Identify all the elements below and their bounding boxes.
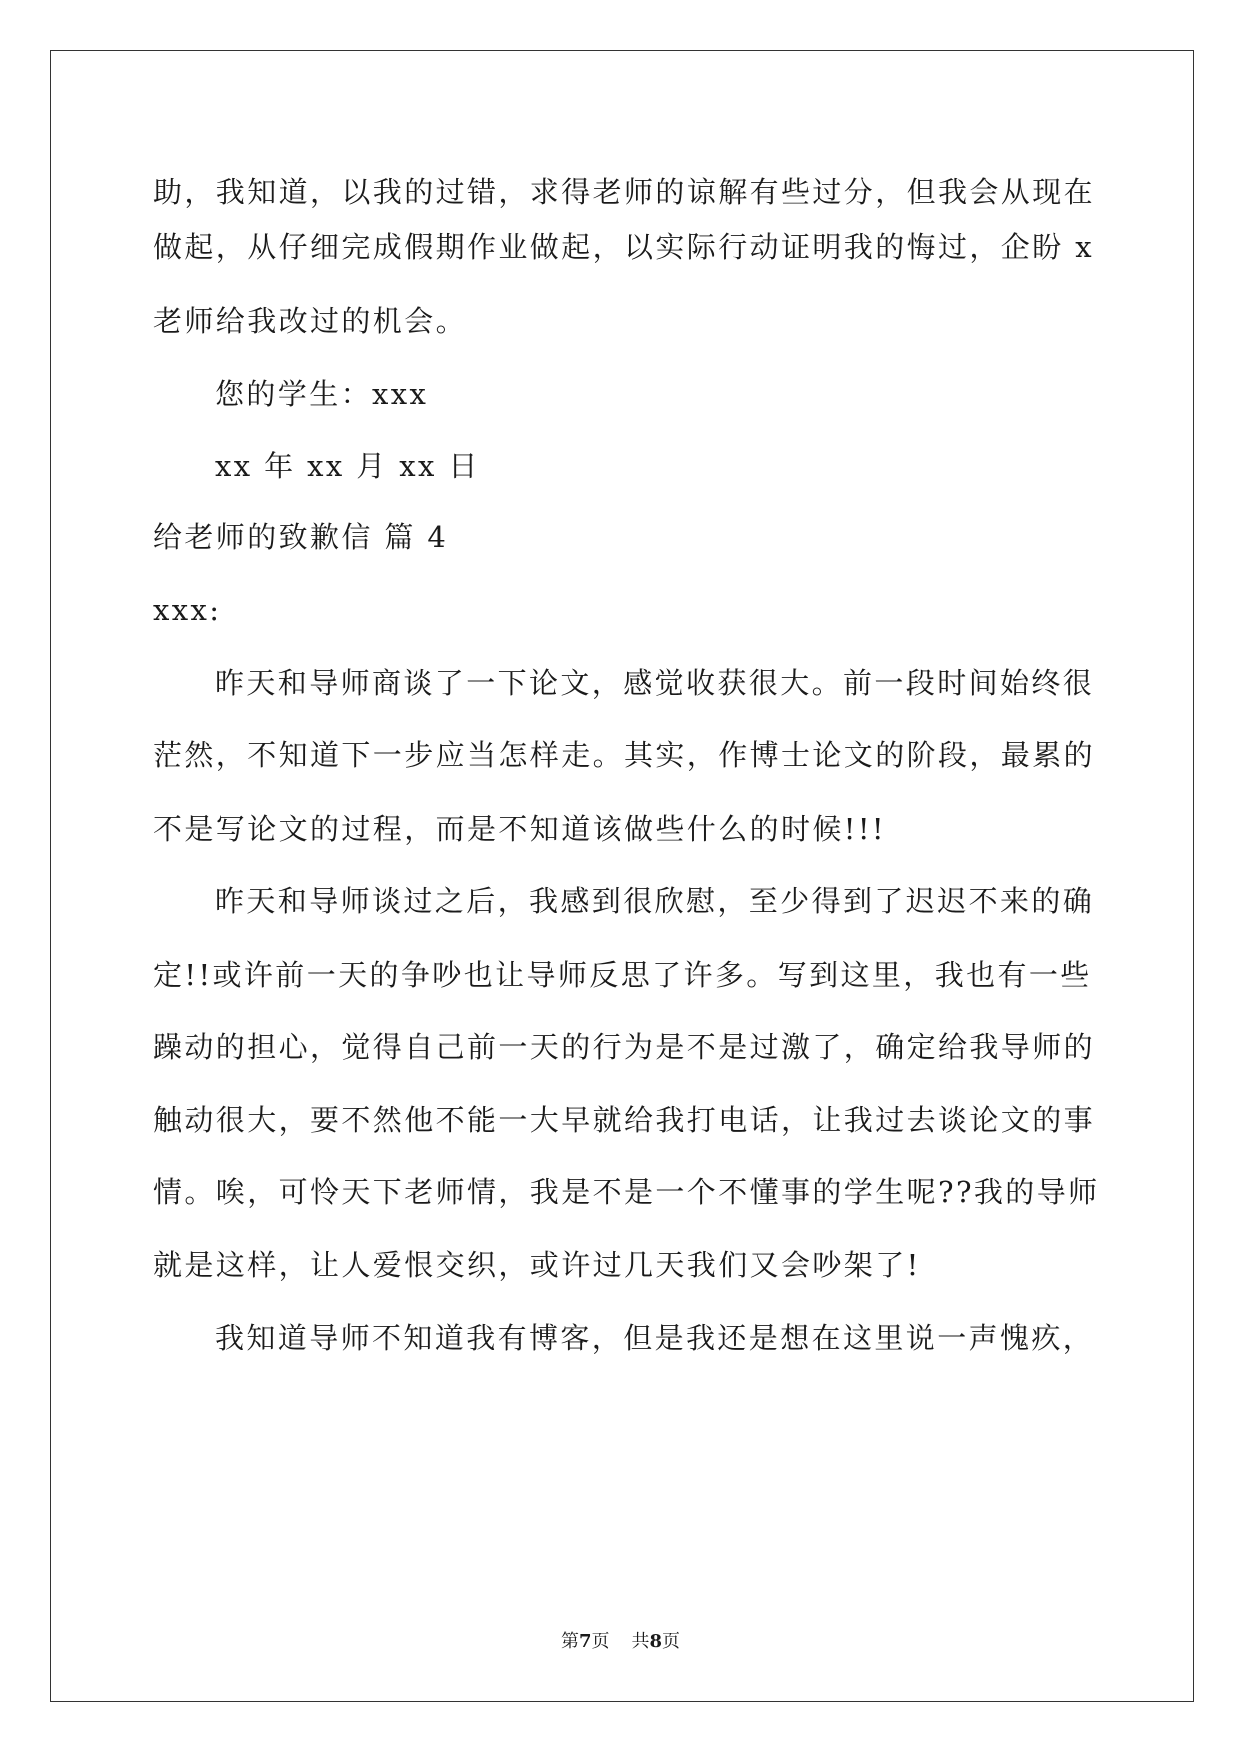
page-prefix: 第 xyxy=(560,1631,579,1652)
text-line: 躁动的担心，觉得自己前一天的行为是不是过激了，确定给我导师的 xyxy=(153,1030,1096,1064)
text-line: 老师给我改过的机会。 xyxy=(153,304,468,338)
text-line: 不是写论文的过程，而是不知道该做些什么的时候!!! xyxy=(153,812,886,846)
total-prefix: 共 xyxy=(631,1631,650,1652)
page-total: 8 xyxy=(649,1631,663,1652)
text-line: 情。唉，可怜天下老师情，我是不是一个不懂事的学生呢??我的导师 xyxy=(153,1175,1100,1209)
signature-line: 您的学生：xxx xyxy=(215,377,429,411)
page-border xyxy=(50,50,1194,1702)
text-line: 触动很大，要不然他不能一大早就给我打电话，让我过去谈论文的事 xyxy=(153,1103,1096,1137)
text-line: 我知道导师不知道我有博客，但是我还是想在这里说一声愧疚， xyxy=(215,1321,1095,1355)
section-heading: 给老师的致歉信 篇 4 xyxy=(153,520,449,554)
total-unit: 页 xyxy=(662,1631,681,1652)
salutation: xxx: xyxy=(153,593,222,627)
page-unit: 页 xyxy=(591,1631,610,1652)
text-line: 助，我知道，以我的过错，求得老师的谅解有些过分，但我会从现在 xyxy=(153,175,1096,209)
page-footer xyxy=(0,1630,1241,1654)
date-line: xx 年 xx 月 xx 日 xyxy=(215,449,480,483)
text-line: 昨天和导师谈过之后，我感到很欣慰，至少得到了迟迟不来的确 xyxy=(215,884,1095,918)
text-line: 昨天和导师商谈了一下论文，感觉收获很大。前一段时间始终很 xyxy=(215,666,1095,700)
page-current: 7 xyxy=(578,1631,592,1652)
text-line: 茫然，不知道下一步应当怎样走。其实，作博士论文的阶段，最累的 xyxy=(153,738,1096,772)
text-line: 就是这样，让人爱恨交织，或许过几天我们又会吵架了! xyxy=(153,1248,921,1282)
text-line: 做起，从仔细完成假期作业做起，以实际行动证明我的悔过，企盼 x xyxy=(153,230,1094,264)
text-line: 定!!或许前一天的争吵也让导师反思了许多。写到这里，我也有一些 xyxy=(153,958,1092,992)
